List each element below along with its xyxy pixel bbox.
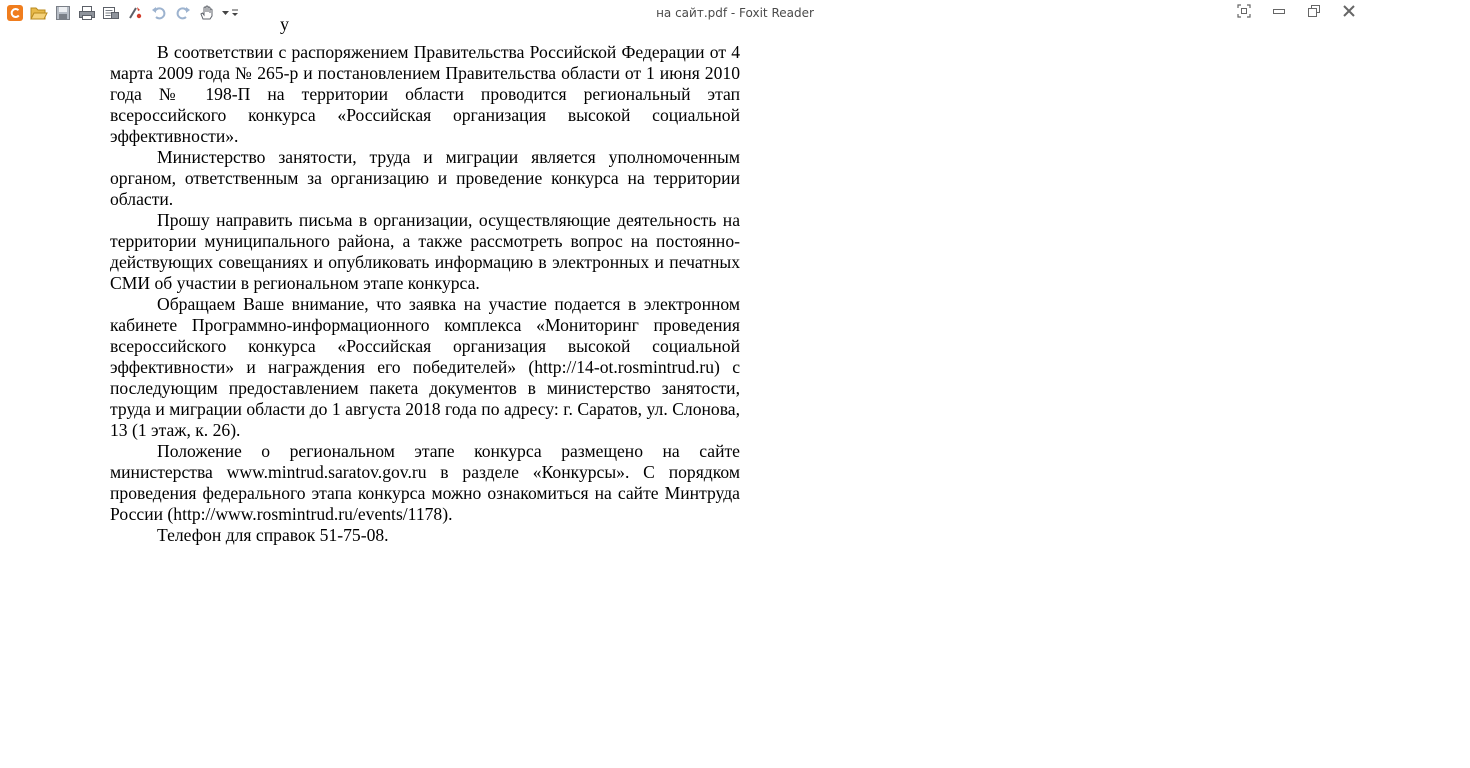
undo-icon[interactable] (148, 3, 170, 23)
customize-toolbar-button[interactable] (230, 3, 240, 23)
fullscreen-button[interactable] (1226, 0, 1261, 22)
save-icon[interactable] (52, 3, 74, 23)
minimize-button[interactable] (1261, 0, 1296, 22)
paragraph-3: Прошу направить письма в организации, осуществляющие деятельность на территории муниципального района, а также рассмотреть вопрос на постоянно-действующих совещаниях и опубликовать информацию в электронных и печатных СМИ об участии в региональном этапе конкурса. (110, 210, 740, 293)
paragraph-4: Обращаем Ваше внимание, что заявка на участие подается в электронном кабинете Программно-информационного комплекса «Мониторинг проведения всероссийского конкурса «Российская организация высокой социальной эффективности» и награждения его победителей» (http://14-ot.rosmintrud.ru) с последующим предоставлением пакета документов в министерство занятости, труда и миграции области до 1 августа 2018 года по адресу: г. Саратов, ул. Слонова, 13 (1 этаж, к. 26). (110, 294, 740, 440)
chevron-down-icon (231, 9, 239, 17)
app-logo-icon[interactable] (4, 3, 26, 23)
minimize-icon (1273, 7, 1285, 15)
restore-button[interactable] (1296, 0, 1331, 22)
print-setup-icon[interactable] (100, 3, 122, 23)
title-bar (0, 0, 1366, 26)
open-icon[interactable] (28, 3, 50, 23)
paragraph-1: В соответствии с распоряжением Правительства Российской Федерации от 4 марта 2009 года № 265-р и постановлением Правительства области от 1 июня 2010 года № 198-П на территории области проводится региональный этап всероссийского конкурса «Российская организация высокой социальной эффективности». (110, 42, 740, 146)
typewriter-icon[interactable] (124, 3, 146, 23)
window-controls (1226, 0, 1366, 22)
hand-tool-icon[interactable] (196, 3, 218, 23)
quick-access-toolbar (4, 3, 240, 23)
window-title: на сайт.pdf - Foxit Reader (656, 6, 814, 20)
clipped-text-line: у (280, 14, 289, 34)
page-text (110, 42, 740, 546)
print-icon[interactable] (76, 3, 98, 23)
redo-icon[interactable] (172, 3, 194, 23)
hand-tool-dropdown[interactable] (220, 3, 230, 23)
paragraph-6: Телефон для справок 51-75-08. (157, 525, 389, 545)
fullscreen-icon (1237, 4, 1251, 18)
restore-icon (1308, 5, 1320, 17)
paragraph-2: Министерство занятости, труда и миграции является уполномоченным органом, ответственным за организацию и проведение конкурса на территории области. (110, 147, 740, 209)
paragraph-5: Положение о региональном этапе конкурса размещено на сайте министерства www.mintrud.saratov.gov.ru в разделе «Конкурсы». С порядком проведения федерального этапа конкурса можно ознакомиться на сайте Минтруда России (http://www.rosmintrud.ru/events/1178). (110, 441, 740, 524)
document-view[interactable] (0, 14, 1366, 768)
close-icon (1343, 5, 1355, 17)
close-button[interactable] (1331, 0, 1366, 22)
